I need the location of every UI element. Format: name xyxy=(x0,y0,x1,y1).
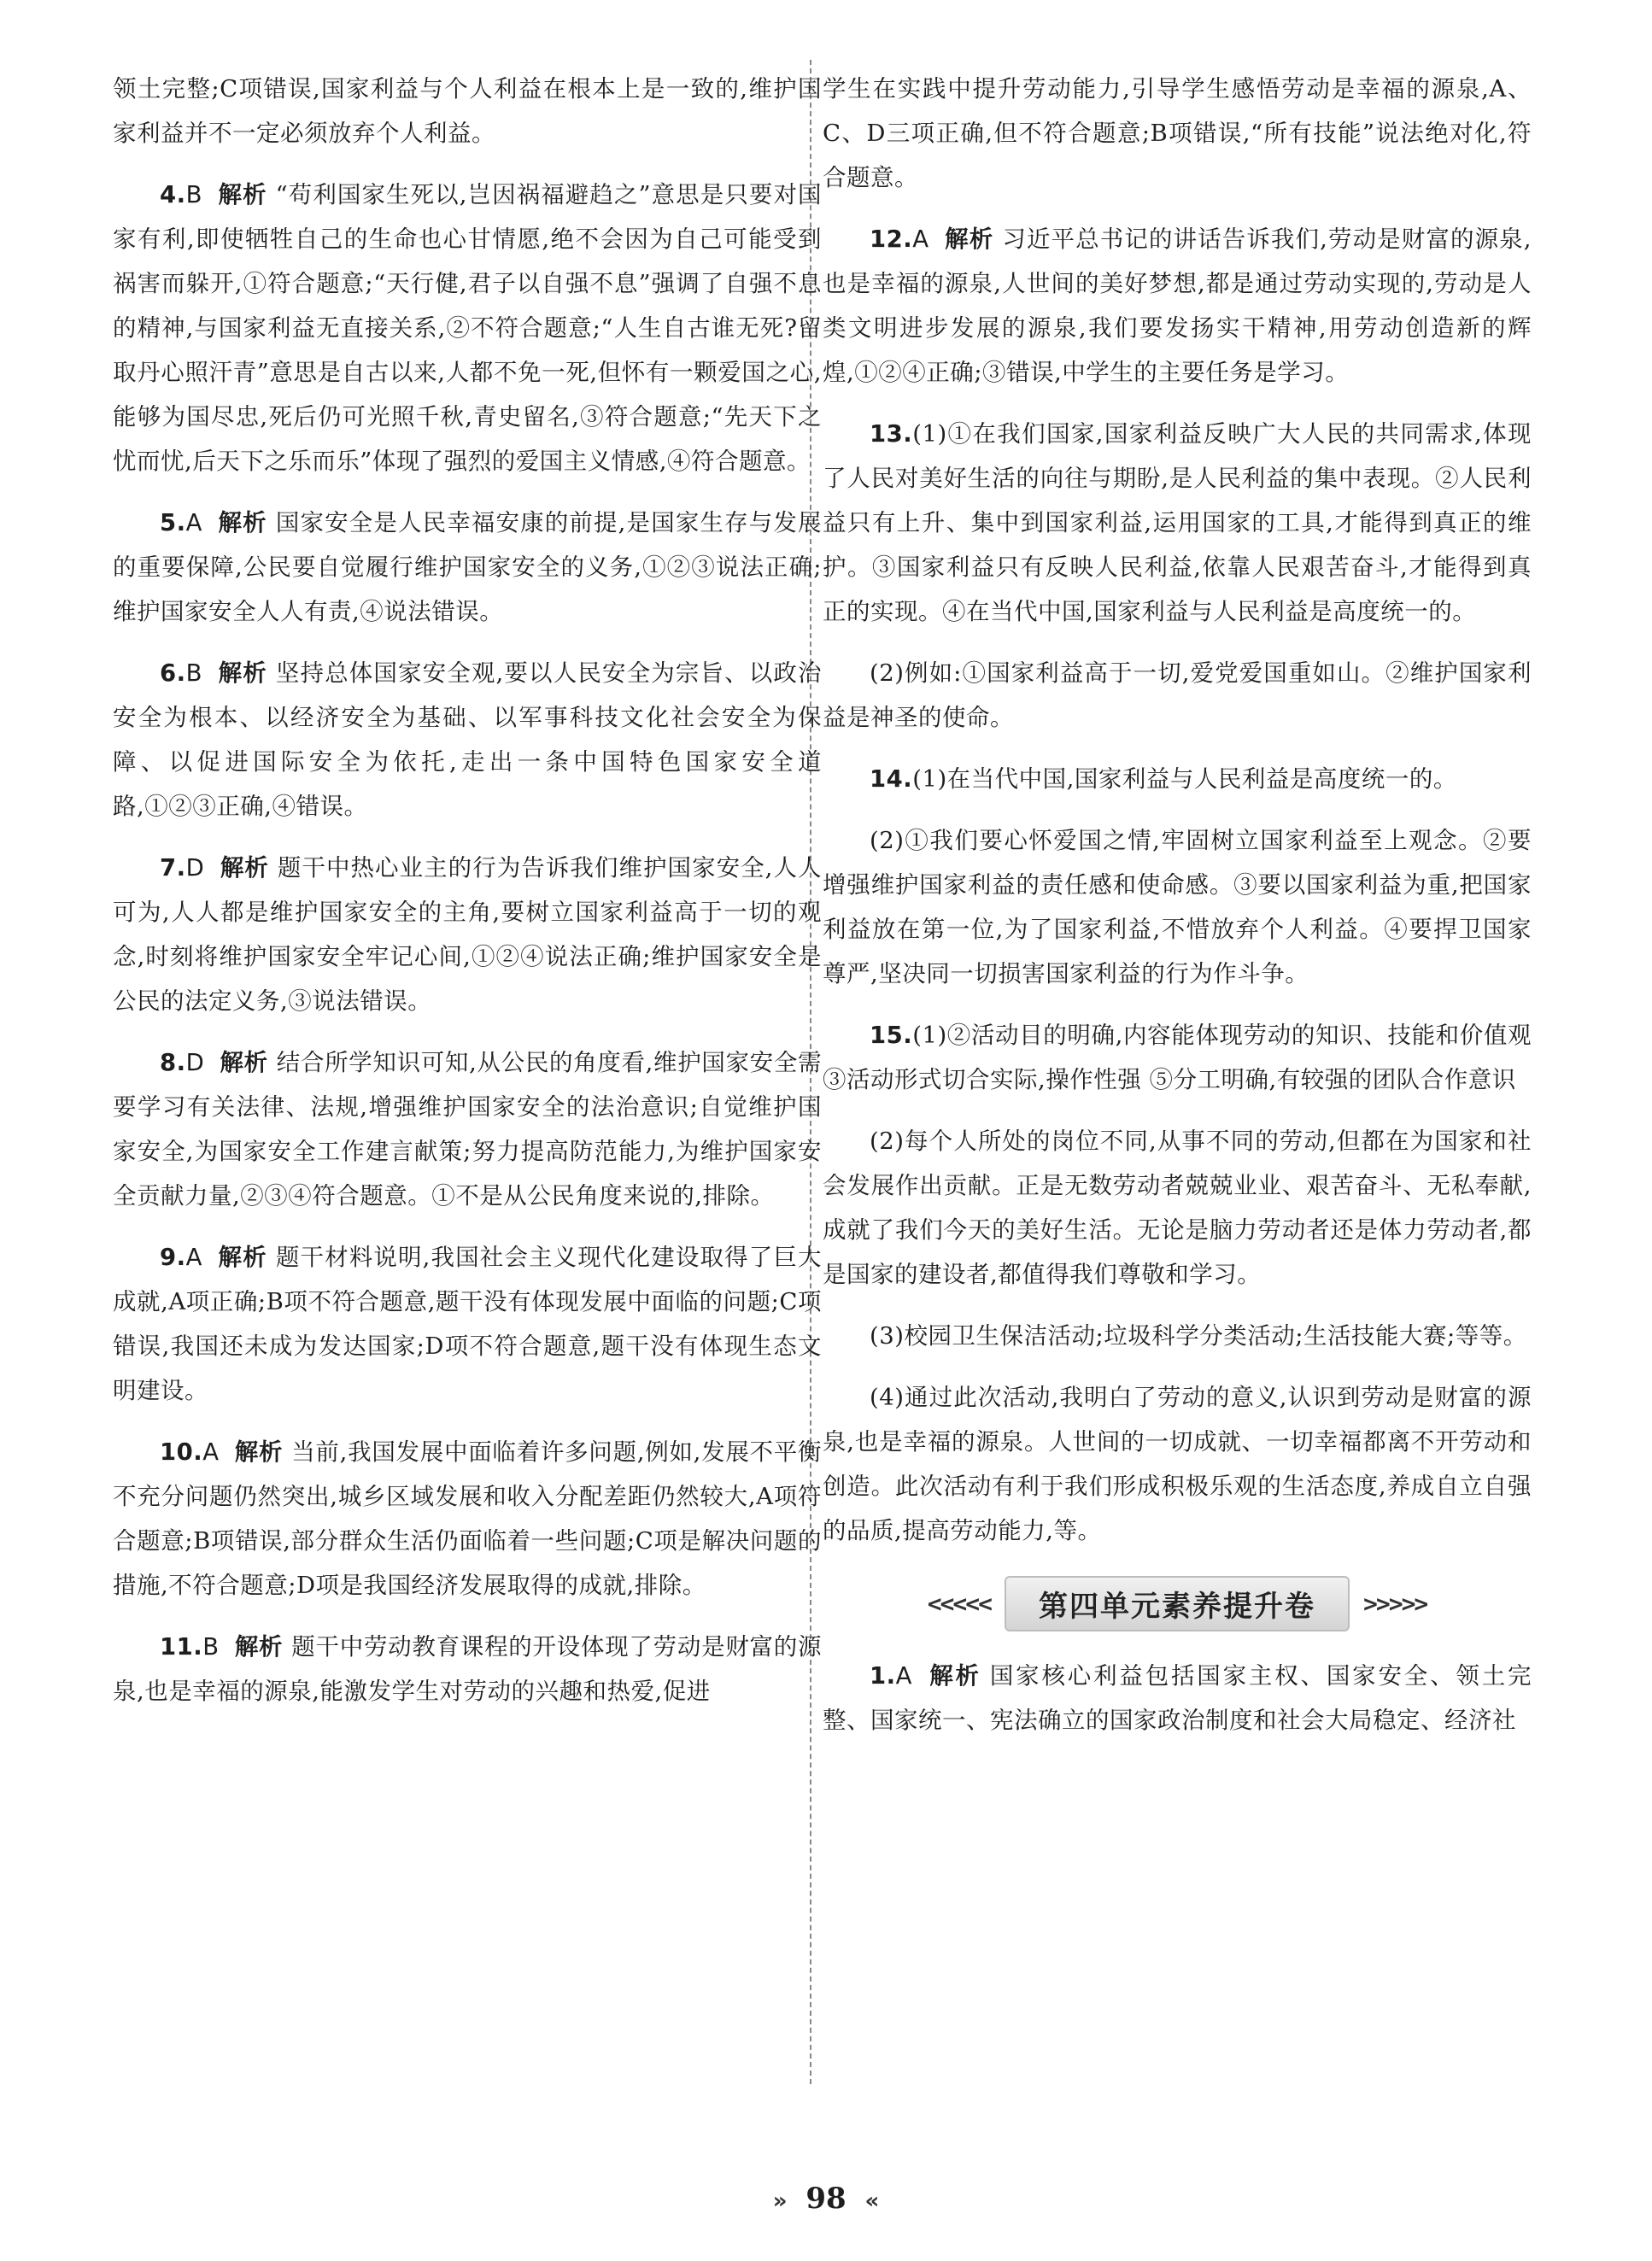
paragraph-text: (2)每个人所处的岗位不同,从事不同的劳动,但都在为国家和社会发展作出贡献。正是无数劳动者兢兢业业、艰苦奋斗、无私奉献,成就了我们今天的美好生活。无论是脑力劳动者还是体力劳动者,都是国家的建设者,都值得我们尊敬和学习。 xyxy=(823,1128,1532,1288)
analysis-tag: 解析 xyxy=(944,226,994,253)
paragraph-text: “苟利国家生死以,岂因祸福避趋之”意思是只要对国家有利,即使牺牲自己的生命也心甘情愿,绝不会因为自己可能受到祸害而躲开,①符合题意;“天行健,君子以自强不息”强调了自强不息的精神,与国家利益无直接关系,②不符合题意;“人生自古谁无死?留取丹心照汗青”意思是自古以来,人都不免一死,但怀有一颗爱国之心,能够为国尽忠,死后仍可光照千秋,青史留名,③符合题意;“先天下之忧而忧,后天下之乐而乐”体现了强烈的爱国主义情感,④符合题意。 xyxy=(113,181,823,475)
question-number: 9. xyxy=(160,1244,186,1271)
paragraph-text: 坚持总体国家安全观,要以人民安全为宗旨、以政治安全为根本、以经济安全为基础、以军事科技文化社会安全为保障、以促进国际安全为依托,走出一条中国特色国家安全道路,①②③正确,④错误。 xyxy=(113,659,823,820)
question-number: 15. xyxy=(870,1022,913,1049)
analysis-tag: 解析 xyxy=(234,1633,284,1661)
question-number: 7. xyxy=(160,854,186,882)
answer-choice: A xyxy=(185,509,202,536)
answer-choice: B xyxy=(185,181,202,208)
page-number-value: 98 xyxy=(805,2182,847,2216)
answer-item xyxy=(113,1040,822,1218)
answer-item xyxy=(113,173,822,483)
paragraph-text: (2)例如:①国家利益高于一切,爱党爱国重如山。②维护国家利益是神圣的使命。 xyxy=(823,659,1532,731)
paragraph-text: 当前,我国发展中面临着许多问题,例如,发展不平衡不充分问题仍然突出,城乡区域发展和收入分配差距仍然较大,A项符合题意;B项错误,部分群众生活仍面临着一些问题;C项是解决问题的措施,不符合题意;D项是我国经济发展取得的成就,排除。 xyxy=(113,1438,822,1599)
page-number xyxy=(0,2182,1652,2216)
analysis-tag: 解析 xyxy=(217,1244,267,1271)
answer-item xyxy=(113,1625,822,1713)
analysis-tag: 解析 xyxy=(220,854,269,882)
answer-choice: D xyxy=(185,854,205,882)
question-number: 8. xyxy=(160,1049,186,1076)
page-number-right-chevron: « xyxy=(864,2188,880,2214)
answer-subpart xyxy=(823,1375,1532,1553)
answer-subpart xyxy=(823,1119,1532,1297)
paragraph-text: (1)①在我们国家,国家利益反映广大人民的共同需求,体现了人民对美好生活的向往与期盼,是人民利益的集中表现。②人民利益只有上升、集中到国家利益,运用国家的工具,才能得到真正的维护。③国家利益只有反映人民利益,依靠人民艰苦奋斗,才能得到真正的实现。④在当代中国,国家利益与人民利益是高度统一的。 xyxy=(823,420,1532,625)
answer-item xyxy=(113,846,822,1023)
answer-choice: B xyxy=(185,659,202,687)
analysis-tag: 解析 xyxy=(217,659,267,687)
page-number-left-chevron: » xyxy=(772,2188,788,2214)
paragraph-text: (4)通过此次活动,我明白了劳动的意义,认识到劳动是财富的源泉,也是幸福的源泉。人世间的一切成就、一切幸福都离不开劳动和创造。此次活动有利于我们形成积极乐观的生活态度,养成自立自强的品质,提高劳动能力,等。 xyxy=(823,1384,1532,1544)
answer-item xyxy=(113,1235,822,1413)
banner-title: 第四单元素养提升卷 xyxy=(1005,1576,1350,1631)
answer-choice: D xyxy=(185,1049,205,1076)
paragraph-text: (2)①我们要心怀爱国之情,牢固树立国家利益至上观念。②要增强维护国家利益的责任感和使命感。③要以国家利益为重,把国家利益放在第一位,为了国家利益,不惜放弃个人利益。④要捍卫国家尊严,坚决同一切损害国家利益的行为作斗争。 xyxy=(823,827,1532,987)
answer-item xyxy=(823,757,1532,801)
question-number: 4. xyxy=(160,181,186,208)
continued-paragraph xyxy=(113,67,822,155)
question-number: 13. xyxy=(870,420,913,448)
answer-item xyxy=(823,1654,1532,1743)
paragraph-text: 国家核心利益包括国家主权、国家安全、领土完整、国家统一、宪法确立的国家政治制度和社会大局稳定、经济社 xyxy=(823,1662,1532,1734)
answer-choice: A xyxy=(202,1438,220,1466)
paragraph-text: 结合所学知识可知,从公民的角度看,维护国家安全需要学习有关法律、法规,增强维护国家安全的法治意识;自觉维护国家安全,为国家安全工作建言献策;努力提高防范能力,为维护国家安全贡献力量,②③④符合题意。①不是从公民角度来说的,排除。 xyxy=(113,1049,823,1210)
paragraph-text: 习近平总书记的讲话告诉我们,劳动是财富的源泉,也是幸福的源泉,人世间的美好梦想,都是通过劳动实现的,劳动是人类文明进步发展的源泉,我们要发扬实干精神,用劳动创造新的辉煌,①②④正确;③错误,中学生的主要任务是学习。 xyxy=(823,226,1532,386)
answer-item xyxy=(113,1430,822,1608)
paragraph-text: (1)②活动目的明确,内容能体现劳动的知识、技能和价值观 ③活动形式切合实际,操作性强 ⑤分工明确,有较强的团队合作意识 xyxy=(823,1022,1532,1093)
answer-subpart xyxy=(823,1314,1532,1358)
analysis-tag: 解析 xyxy=(217,181,267,208)
answer-item xyxy=(823,1013,1532,1102)
analysis-tag: 解析 xyxy=(234,1438,284,1466)
paragraph-text: 领土完整;C项错误,国家利益与个人利益在根本上是一致的,维护国家利益并不一定必须放弃个人利益。 xyxy=(113,75,822,147)
question-number: 1. xyxy=(870,1662,896,1690)
continued-paragraph xyxy=(823,67,1532,200)
question-number: 10. xyxy=(160,1438,203,1466)
question-number: 6. xyxy=(160,659,186,687)
paragraph-text: 题干中劳动教育课程的开设体现了劳动是财富的源泉,也是幸福的源泉,能激发学生对劳动的兴趣和热爱,促进 xyxy=(113,1633,823,1705)
paragraph-text: (1)在当代中国,国家利益与人民利益是高度统一的。 xyxy=(912,765,1457,793)
section-banner xyxy=(823,1573,1532,1633)
banner-left-arrows: <<<<< xyxy=(927,1589,991,1618)
answer-item xyxy=(113,651,822,829)
paragraph-text: 题干材料说明,我国社会主义现代化建设取得了巨大成就,A项正确;B项不符合题意,题干没有体现发展中面临的问题;C项错误,我国还未成为发达国家;D项不符合题意,题干没有体现生态文明建设。 xyxy=(113,1244,822,1404)
question-number: 11. xyxy=(160,1633,203,1661)
answer-choice: A xyxy=(185,1244,202,1271)
question-number: 14. xyxy=(870,765,913,793)
answer-subpart xyxy=(823,651,1532,740)
answer-choice: A xyxy=(912,226,929,253)
banner-right-arrows: >>>>> xyxy=(1363,1589,1427,1618)
answer-item xyxy=(823,412,1532,634)
answer-item xyxy=(113,501,822,634)
left-column xyxy=(113,67,822,1731)
answer-item xyxy=(823,217,1532,395)
paragraph-text: 国家安全是人民幸福安康的前提,是国家生存与发展的重要保障,公民要自觉履行维护国家安全的义务,①②③说法正确;维护国家安全人人有责,④说法错误。 xyxy=(113,509,822,625)
analysis-tag: 解析 xyxy=(217,509,267,536)
paragraph-text: (3)校园卫生保洁活动;垃圾科学分类活动;生活技能大赛;等等。 xyxy=(870,1322,1527,1350)
analysis-tag: 解析 xyxy=(220,1049,268,1076)
answer-subpart xyxy=(823,818,1532,996)
paragraph-text: 学生在实践中提升劳动能力,引导学生感悟劳动是幸福的源泉,A、C、D三项正确,但不符合题意;B项错误,“所有技能”说法绝对化,符合题意。 xyxy=(823,75,1532,191)
analysis-tag: 解析 xyxy=(927,1662,981,1690)
question-number: 5. xyxy=(160,509,186,536)
answer-choice: B xyxy=(202,1633,220,1661)
answer-choice: A xyxy=(895,1662,912,1690)
right-column xyxy=(823,67,1532,1760)
question-number: 12. xyxy=(870,226,913,253)
paragraph-text: 题干中热心业主的行为告诉我们维护国家安全,人人可为,人人都是维护国家安全的主角,要树立国家利益高于一切的观念,时刻将维护国家安全牢记心间,①②④说法正确;维护国家安全是公民的法定义务,③说法错误。 xyxy=(113,854,822,1015)
